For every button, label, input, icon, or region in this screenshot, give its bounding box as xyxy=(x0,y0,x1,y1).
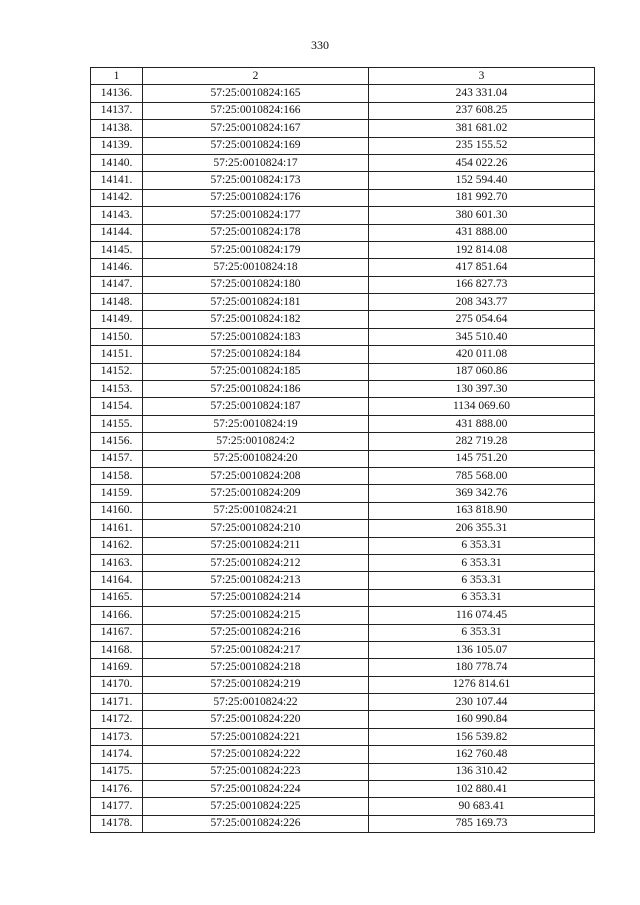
table-row xyxy=(91,398,595,415)
row-number-cell: 14172. xyxy=(91,711,143,728)
cadastral-number-cell: 57:25:0010824:187 xyxy=(143,398,369,415)
table-row xyxy=(91,589,595,606)
value-cell: 6 353.31 xyxy=(369,554,595,571)
value-cell: 1276 814.61 xyxy=(369,676,595,693)
cadastral-number-cell: 57:25:0010824:226 xyxy=(143,815,369,832)
row-number-cell: 14175. xyxy=(91,763,143,780)
row-number-cell: 14158. xyxy=(91,467,143,484)
cadastral-number-cell: 57:25:0010824:17 xyxy=(143,154,369,171)
row-number-cell: 14139. xyxy=(91,137,143,154)
value-cell: 454 022.26 xyxy=(369,154,595,171)
column-header-number: 1 xyxy=(91,68,143,85)
table-row xyxy=(91,659,595,676)
value-cell: 381 681.02 xyxy=(369,120,595,137)
cadastral-number-cell: 57:25:0010824:221 xyxy=(143,728,369,745)
cadastral-number-cell: 57:25:0010824:212 xyxy=(143,554,369,571)
value-cell: 6 353.31 xyxy=(369,589,595,606)
row-number-cell: 14151. xyxy=(91,346,143,363)
value-cell: 1134 069.60 xyxy=(369,398,595,415)
table-row xyxy=(91,676,595,693)
row-number-cell: 14141. xyxy=(91,172,143,189)
row-number-cell: 14170. xyxy=(91,676,143,693)
cadastral-number-cell: 57:25:0010824:218 xyxy=(143,659,369,676)
value-cell: 380 601.30 xyxy=(369,207,595,224)
row-number-cell: 14153. xyxy=(91,381,143,398)
row-number-cell: 14163. xyxy=(91,554,143,571)
value-cell: 282 719.28 xyxy=(369,433,595,450)
row-number-cell: 14154. xyxy=(91,398,143,415)
row-number-cell: 14152. xyxy=(91,363,143,380)
table-row xyxy=(91,607,595,624)
cadastral-number-cell: 57:25:0010824:215 xyxy=(143,607,369,624)
value-cell: 180 778.74 xyxy=(369,659,595,676)
table-row xyxy=(91,154,595,171)
cadastral-number-cell: 57:25:0010824:217 xyxy=(143,641,369,658)
cadastral-number-cell: 57:25:0010824:18 xyxy=(143,259,369,276)
table-row xyxy=(91,537,595,554)
cadastral-number-cell: 57:25:0010824:181 xyxy=(143,294,369,311)
table-row xyxy=(91,711,595,728)
table-row xyxy=(91,520,595,537)
cadastral-number-cell: 57:25:0010824:210 xyxy=(143,520,369,537)
row-number-cell: 14138. xyxy=(91,120,143,137)
value-cell: 230 107.44 xyxy=(369,694,595,711)
value-cell: 136 105.07 xyxy=(369,641,595,658)
table-row xyxy=(91,746,595,763)
row-number-cell: 14177. xyxy=(91,798,143,815)
value-cell: 192 814.08 xyxy=(369,241,595,258)
row-number-cell: 14145. xyxy=(91,241,143,258)
value-cell: 420 011.08 xyxy=(369,346,595,363)
value-cell: 152 594.40 xyxy=(369,172,595,189)
cadastral-number-cell: 57:25:0010824:182 xyxy=(143,311,369,328)
cadastral-number-cell: 57:25:0010824:222 xyxy=(143,746,369,763)
row-number-cell: 14174. xyxy=(91,746,143,763)
value-cell: 102 880.41 xyxy=(369,781,595,798)
row-number-cell: 14137. xyxy=(91,102,143,119)
cadastral-number-cell: 57:25:0010824:211 xyxy=(143,537,369,554)
table-row xyxy=(91,346,595,363)
row-number-cell: 14147. xyxy=(91,276,143,293)
value-cell: 237 608.25 xyxy=(369,102,595,119)
table-row xyxy=(91,450,595,467)
row-number-cell: 14157. xyxy=(91,450,143,467)
table-row xyxy=(91,641,595,658)
row-number-cell: 14167. xyxy=(91,624,143,641)
table-row xyxy=(91,798,595,815)
value-cell: 187 060.86 xyxy=(369,363,595,380)
cadastral-number-cell: 57:25:0010824:20 xyxy=(143,450,369,467)
row-number-cell: 14136. xyxy=(91,85,143,102)
cadastral-number-cell: 57:25:0010824:184 xyxy=(143,346,369,363)
table-row xyxy=(91,815,595,832)
cadastral-number-cell: 57:25:0010824:220 xyxy=(143,711,369,728)
value-cell: 369 342.76 xyxy=(369,485,595,502)
cadastral-number-cell: 57:25:0010824:2 xyxy=(143,433,369,450)
value-cell: 130 397.30 xyxy=(369,381,595,398)
row-number-cell: 14171. xyxy=(91,694,143,711)
row-number-cell: 14156. xyxy=(91,433,143,450)
cadastral-number-cell: 57:25:0010824:165 xyxy=(143,85,369,102)
cadastral-number-cell: 57:25:0010824:169 xyxy=(143,137,369,154)
cadastral-number-cell: 57:25:0010824:224 xyxy=(143,781,369,798)
value-cell: 275 054.64 xyxy=(369,311,595,328)
row-number-cell: 14142. xyxy=(91,189,143,206)
row-number-cell: 14166. xyxy=(91,607,143,624)
table-row xyxy=(91,728,595,745)
value-cell: 235 155.52 xyxy=(369,137,595,154)
table-row xyxy=(91,137,595,154)
page-number: 330 xyxy=(311,38,329,52)
row-number-cell: 14164. xyxy=(91,572,143,589)
row-number-cell: 14176. xyxy=(91,781,143,798)
table-row xyxy=(91,572,595,589)
table-header-row xyxy=(91,68,595,85)
table-row xyxy=(91,102,595,119)
cadastral-number-cell: 57:25:0010824:179 xyxy=(143,241,369,258)
cadastral-number-cell: 57:25:0010824:21 xyxy=(143,502,369,519)
value-cell: 6 353.31 xyxy=(369,572,595,589)
value-cell: 6 353.31 xyxy=(369,537,595,554)
cadastral-number-cell: 57:25:0010824:173 xyxy=(143,172,369,189)
cadastral-number-cell: 57:25:0010824:180 xyxy=(143,276,369,293)
row-number-cell: 14146. xyxy=(91,259,143,276)
table-row xyxy=(91,624,595,641)
row-number-cell: 14161. xyxy=(91,520,143,537)
table-row xyxy=(91,381,595,398)
row-number-cell: 14165. xyxy=(91,589,143,606)
row-number-cell: 14178. xyxy=(91,815,143,832)
table-row xyxy=(91,763,595,780)
table-row xyxy=(91,172,595,189)
table-row xyxy=(91,311,595,328)
table-row xyxy=(91,276,595,293)
value-cell: 163 818.90 xyxy=(369,502,595,519)
cadastral-number-cell: 57:25:0010824:185 xyxy=(143,363,369,380)
table-row xyxy=(91,224,595,241)
table-row xyxy=(91,189,595,206)
cadastral-number-cell: 57:25:0010824:167 xyxy=(143,120,369,137)
table-row xyxy=(91,120,595,137)
cadastral-number-cell: 57:25:0010824:176 xyxy=(143,189,369,206)
table-row xyxy=(91,485,595,502)
cadastral-table xyxy=(90,67,595,833)
value-cell: 136 310.42 xyxy=(369,763,595,780)
value-cell: 156 539.82 xyxy=(369,728,595,745)
row-number-cell: 14143. xyxy=(91,207,143,224)
value-cell: 181 992.70 xyxy=(369,189,595,206)
cadastral-number-cell: 57:25:0010824:225 xyxy=(143,798,369,815)
cadastral-number-cell: 57:25:0010824:178 xyxy=(143,224,369,241)
table-row xyxy=(91,207,595,224)
column-header-cadastral-number: 2 xyxy=(143,68,369,85)
cadastral-number-cell: 57:25:0010824:208 xyxy=(143,467,369,484)
row-number-cell: 14155. xyxy=(91,415,143,432)
row-number-cell: 14149. xyxy=(91,311,143,328)
table-row xyxy=(91,415,595,432)
value-cell: 785 568.00 xyxy=(369,467,595,484)
value-cell: 116 074.45 xyxy=(369,607,595,624)
row-number-cell: 14160. xyxy=(91,502,143,519)
table-row xyxy=(91,259,595,276)
value-cell: 166 827.73 xyxy=(369,276,595,293)
cadastral-number-cell: 57:25:0010824:177 xyxy=(143,207,369,224)
value-cell: 162 760.48 xyxy=(369,746,595,763)
value-cell: 431 888.00 xyxy=(369,415,595,432)
row-number-cell: 14150. xyxy=(91,328,143,345)
value-cell: 345 510.40 xyxy=(369,328,595,345)
table-row xyxy=(91,433,595,450)
value-cell: 431 888.00 xyxy=(369,224,595,241)
value-cell: 145 751.20 xyxy=(369,450,595,467)
value-cell: 785 169.73 xyxy=(369,815,595,832)
cadastral-number-cell: 57:25:0010824:223 xyxy=(143,763,369,780)
row-number-cell: 14140. xyxy=(91,154,143,171)
cadastral-number-cell: 57:25:0010824:214 xyxy=(143,589,369,606)
value-cell: 208 343.77 xyxy=(369,294,595,311)
cadastral-number-cell: 57:25:0010824:216 xyxy=(143,624,369,641)
table-row xyxy=(91,363,595,380)
row-number-cell: 14173. xyxy=(91,728,143,745)
cadastral-number-cell: 57:25:0010824:213 xyxy=(143,572,369,589)
table-row xyxy=(91,294,595,311)
cadastral-number-cell: 57:25:0010824:186 xyxy=(143,381,369,398)
cadastral-number-cell: 57:25:0010824:183 xyxy=(143,328,369,345)
table-row xyxy=(91,694,595,711)
table-row xyxy=(91,502,595,519)
table-body xyxy=(91,85,595,833)
value-cell: 206 355.31 xyxy=(369,520,595,537)
row-number-cell: 14148. xyxy=(91,294,143,311)
table-row xyxy=(91,467,595,484)
value-cell: 243 331.04 xyxy=(369,85,595,102)
table-row xyxy=(91,241,595,258)
value-cell: 160 990.84 xyxy=(369,711,595,728)
row-number-cell: 14169. xyxy=(91,659,143,676)
table-row xyxy=(91,554,595,571)
table-row xyxy=(91,781,595,798)
cadastral-number-cell: 57:25:0010824:219 xyxy=(143,676,369,693)
column-header-value: 3 xyxy=(369,68,595,85)
cadastral-number-cell: 57:25:0010824:209 xyxy=(143,485,369,502)
value-cell: 6 353.31 xyxy=(369,624,595,641)
row-number-cell: 14159. xyxy=(91,485,143,502)
row-number-cell: 14168. xyxy=(91,641,143,658)
row-number-cell: 14162. xyxy=(91,537,143,554)
row-number-cell: 14144. xyxy=(91,224,143,241)
table-row xyxy=(91,85,595,102)
cadastral-number-cell: 57:25:0010824:19 xyxy=(143,415,369,432)
cadastral-number-cell: 57:25:0010824:166 xyxy=(143,102,369,119)
table-row xyxy=(91,328,595,345)
value-cell: 417 851.64 xyxy=(369,259,595,276)
cadastral-number-cell: 57:25:0010824:22 xyxy=(143,694,369,711)
value-cell: 90 683.41 xyxy=(369,798,595,815)
